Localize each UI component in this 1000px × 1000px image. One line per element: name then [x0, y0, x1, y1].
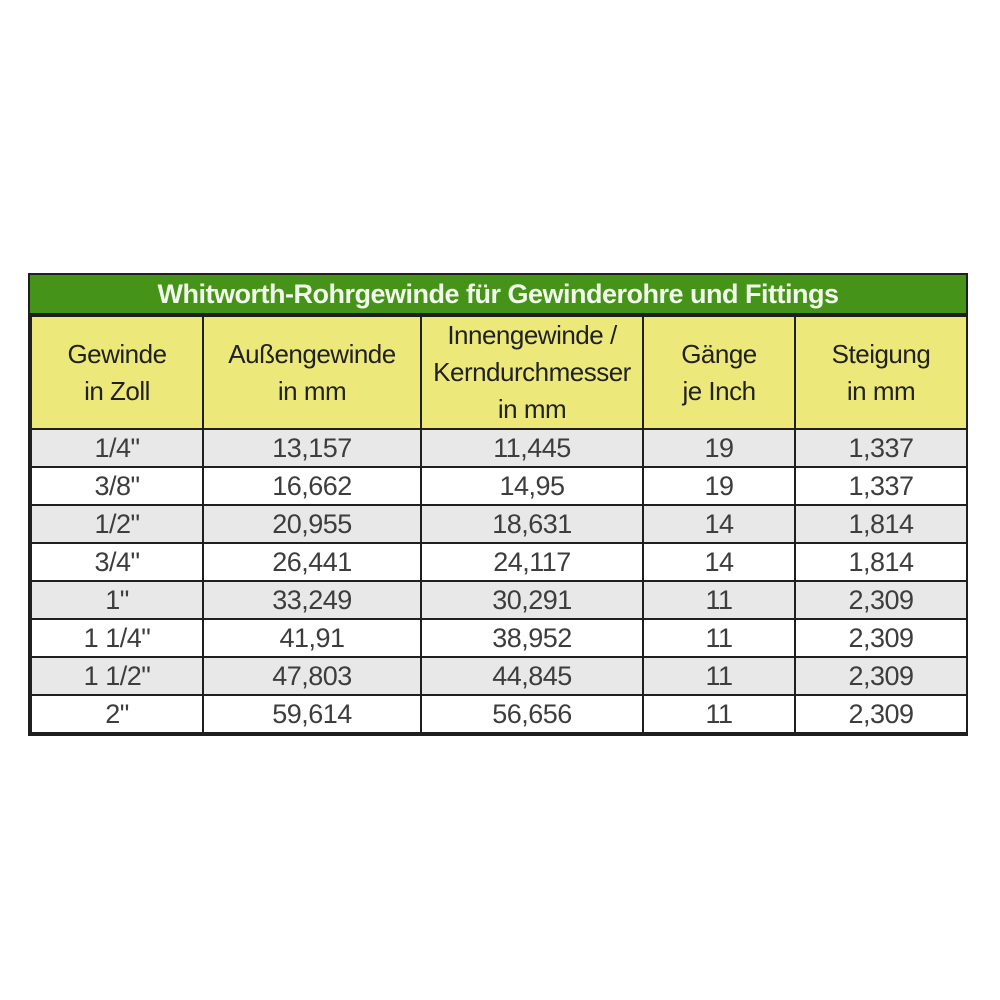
header-line: Steigung [831, 338, 931, 369]
header-line: in mm [497, 394, 567, 424]
header-row [31, 316, 967, 429]
col-header-steigung [795, 316, 967, 429]
table-cell: 11 [643, 619, 795, 657]
col-header-innengewinde-kerndurchmesser [421, 316, 643, 429]
table-cell: 2,309 [795, 581, 967, 619]
header-line: in Zoll [84, 375, 150, 406]
table-row [31, 467, 967, 505]
table-cell: 14,95 [421, 467, 643, 505]
header-line: Gänge [681, 338, 757, 369]
table-cell: 19 [643, 429, 795, 467]
header-line: in mm [846, 375, 916, 406]
table-cell: 38,952 [421, 619, 643, 657]
table-cell: 1,814 [795, 543, 967, 581]
header-line: Kerndurchmesser [433, 357, 631, 387]
table-row [31, 429, 967, 467]
header-line: Außengewinde [228, 338, 396, 369]
table-cell: 1 1/4" [31, 619, 203, 657]
header-line: je Inch [682, 375, 756, 406]
table-cell: 11 [643, 657, 795, 695]
table-cell: 41,91 [203, 619, 421, 657]
table-row [31, 505, 967, 543]
table-cell: 14 [643, 505, 795, 543]
table-cell: 3/8" [31, 467, 203, 505]
table-row [31, 657, 967, 695]
table-row [31, 581, 967, 619]
col-header-aussengewinde [203, 316, 421, 429]
table-cell: 1,337 [795, 429, 967, 467]
table-title-bar [30, 275, 966, 315]
header-line: in mm [277, 375, 347, 406]
table-row [31, 619, 967, 657]
table-cell: 14 [643, 543, 795, 581]
header-line: Innengewinde / [447, 320, 617, 350]
table-cell: 26,441 [203, 543, 421, 581]
table-cell: 56,656 [421, 695, 643, 733]
table-cell: 2" [31, 695, 203, 733]
table-cell: 1/4" [31, 429, 203, 467]
table-cell: 44,845 [421, 657, 643, 695]
table-cell: 24,117 [421, 543, 643, 581]
col-header-gaenge-je-inch [643, 316, 795, 429]
table-cell: 2,309 [795, 695, 967, 733]
table-cell: 30,291 [421, 581, 643, 619]
table-cell: 11 [643, 695, 795, 733]
table-cell: 47,803 [203, 657, 421, 695]
table-cell: 18,631 [421, 505, 643, 543]
table-cell: 1 1/2" [31, 657, 203, 695]
table-row [31, 543, 967, 581]
table-title: Whitworth-Rohrgewinde für Gewinderohre und Fittings [157, 278, 839, 309]
table-cell: 11 [643, 581, 795, 619]
col-header-gewinde-in-zoll [31, 316, 203, 429]
table-cell: 1/2" [31, 505, 203, 543]
table-cell: 3/4" [31, 543, 203, 581]
table-cell: 1" [31, 581, 203, 619]
table-cell: 16,662 [203, 467, 421, 505]
table-cell: 2,309 [795, 657, 967, 695]
table-cell: 1,814 [795, 505, 967, 543]
table-cell: 20,955 [203, 505, 421, 543]
table-cell: 19 [643, 467, 795, 505]
whitworth-thread-table [28, 273, 968, 736]
table-cell: 13,157 [203, 429, 421, 467]
table-row [31, 695, 967, 733]
table-cell: 2,309 [795, 619, 967, 657]
header-line: Gewinde [67, 338, 167, 369]
table-cell: 1,337 [795, 467, 967, 505]
table-cell: 11,445 [421, 429, 643, 467]
table-cell: 59,614 [203, 695, 421, 733]
spec-table [30, 315, 968, 734]
table-cell: 33,249 [203, 581, 421, 619]
